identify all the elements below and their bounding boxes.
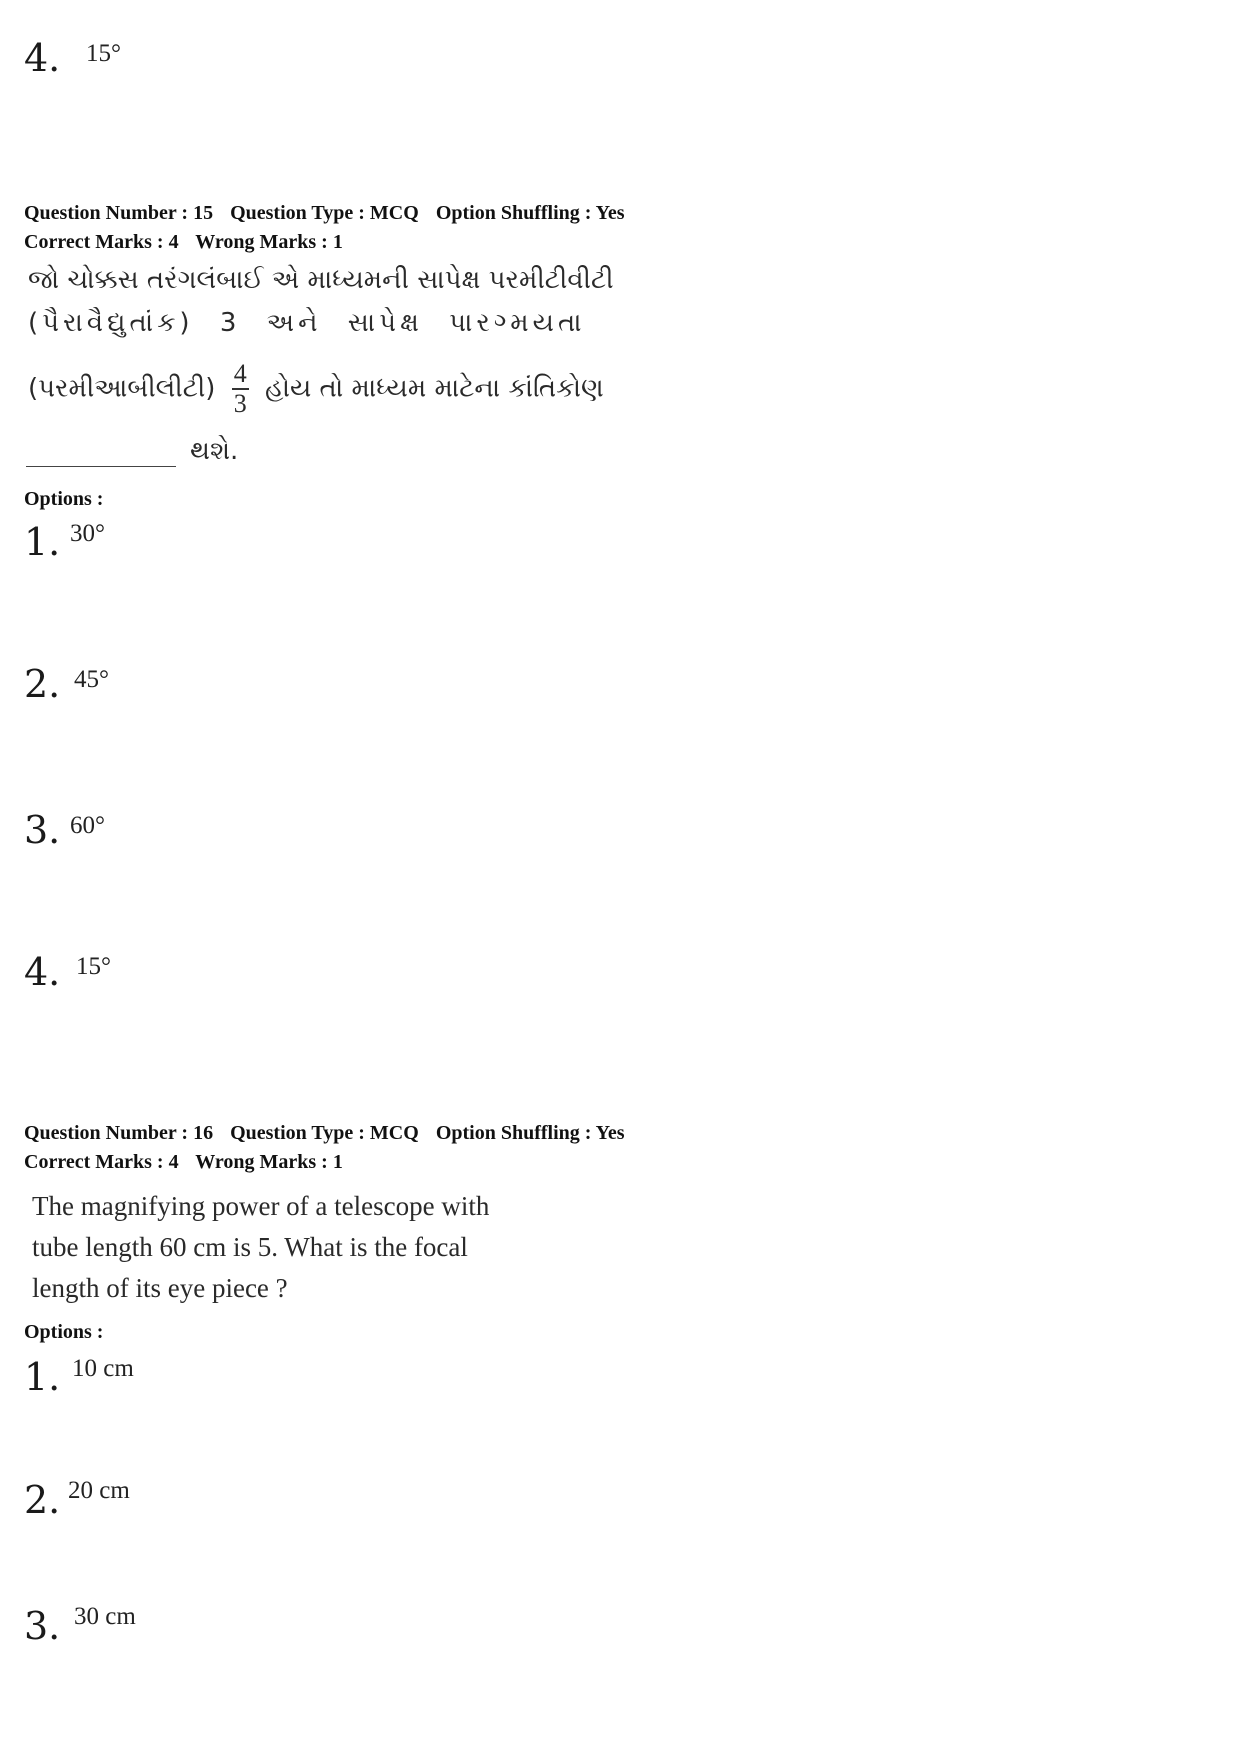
prev-option-number: 4. bbox=[24, 36, 61, 80]
q15-header-line2 bbox=[24, 231, 355, 254]
q16-text-line1: The magnifying power of a telescope with bbox=[32, 1191, 490, 1221]
q15-option-4-number: 4. bbox=[24, 950, 61, 994]
q15-text-line4-word: થશે. bbox=[190, 436, 239, 466]
q15-option-2-value: 45° bbox=[74, 666, 109, 693]
prev-option-value: 15° bbox=[86, 40, 121, 67]
q16-option-3-number: 3. bbox=[24, 1604, 61, 1648]
q16-header-line2 bbox=[24, 1151, 355, 1174]
q16-correct-marks: Correct Marks : 4 bbox=[24, 1151, 179, 1173]
q15-text-line1: જો ચોક્કસ તરંગલંબાઈ એ માધ્યમની સાપેક્ષ પરમીટીવીટી bbox=[28, 265, 614, 295]
q16-header-line1 bbox=[24, 1122, 637, 1145]
q15-options-label: Options : bbox=[24, 488, 104, 510]
q15-option-shuffling: Option Shuffling : Yes bbox=[435, 202, 625, 224]
q16-text-line3: length of its eye piece ? bbox=[32, 1273, 288, 1303]
q16-question-type: Question Type : MCQ bbox=[230, 1122, 419, 1144]
q15-question-type: Question Type : MCQ bbox=[230, 202, 419, 224]
q15-answer-blank bbox=[26, 446, 176, 467]
q15-option-3-value: 60° bbox=[70, 812, 105, 839]
q15-text-line2: (પૈરાવૈદ્યુતાંક) 3 અને સાપેક્ષ પારગ્મયતા bbox=[28, 308, 586, 338]
q15-option-3-number: 3. bbox=[24, 808, 61, 852]
q15-fraction-denominator: 3 bbox=[233, 389, 247, 418]
q15-text-line3-pre: (પરમીઆબીલીટી) bbox=[28, 373, 216, 404]
q16-option-1-value: 10 cm bbox=[72, 1355, 134, 1382]
q15-option-1-value: 30° bbox=[70, 520, 105, 547]
q15-fraction-numerator: 4 bbox=[233, 359, 247, 388]
q15-option-4-value: 15° bbox=[76, 953, 111, 980]
q15-question-number: Question Number : 15 bbox=[24, 202, 214, 224]
q16-option-shuffling: Option Shuffling : Yes bbox=[435, 1122, 625, 1144]
q15-option-2-number: 2. bbox=[24, 662, 61, 706]
q16-options-label: Options : bbox=[24, 1321, 104, 1343]
q15-correct-marks: Correct Marks : 4 bbox=[24, 231, 179, 253]
q15-option-1-number: 1. bbox=[24, 520, 61, 564]
q16-option-1-number: 1. bbox=[24, 1355, 61, 1399]
q15-text-line3 bbox=[28, 360, 604, 418]
q16-wrong-marks: Wrong Marks : 1 bbox=[195, 1151, 343, 1173]
q16-text-line2: tube length 60 cm is 5. What is the focal bbox=[32, 1232, 468, 1262]
q15-text-line4 bbox=[26, 436, 238, 467]
q16-question-number: Question Number : 16 bbox=[24, 1122, 214, 1144]
q16-option-2-value: 20 cm bbox=[68, 1477, 130, 1504]
q15-fraction bbox=[232, 360, 249, 418]
q15-wrong-marks: Wrong Marks : 1 bbox=[195, 231, 343, 253]
q16-option-2-number: 2. bbox=[24, 1478, 61, 1522]
q15-header-line1 bbox=[24, 202, 637, 225]
q15-text-line3-post: હોય તો માધ્યમ માટેના કાંતિકોણ bbox=[264, 373, 604, 404]
q16-option-3-value: 30 cm bbox=[74, 1603, 136, 1630]
